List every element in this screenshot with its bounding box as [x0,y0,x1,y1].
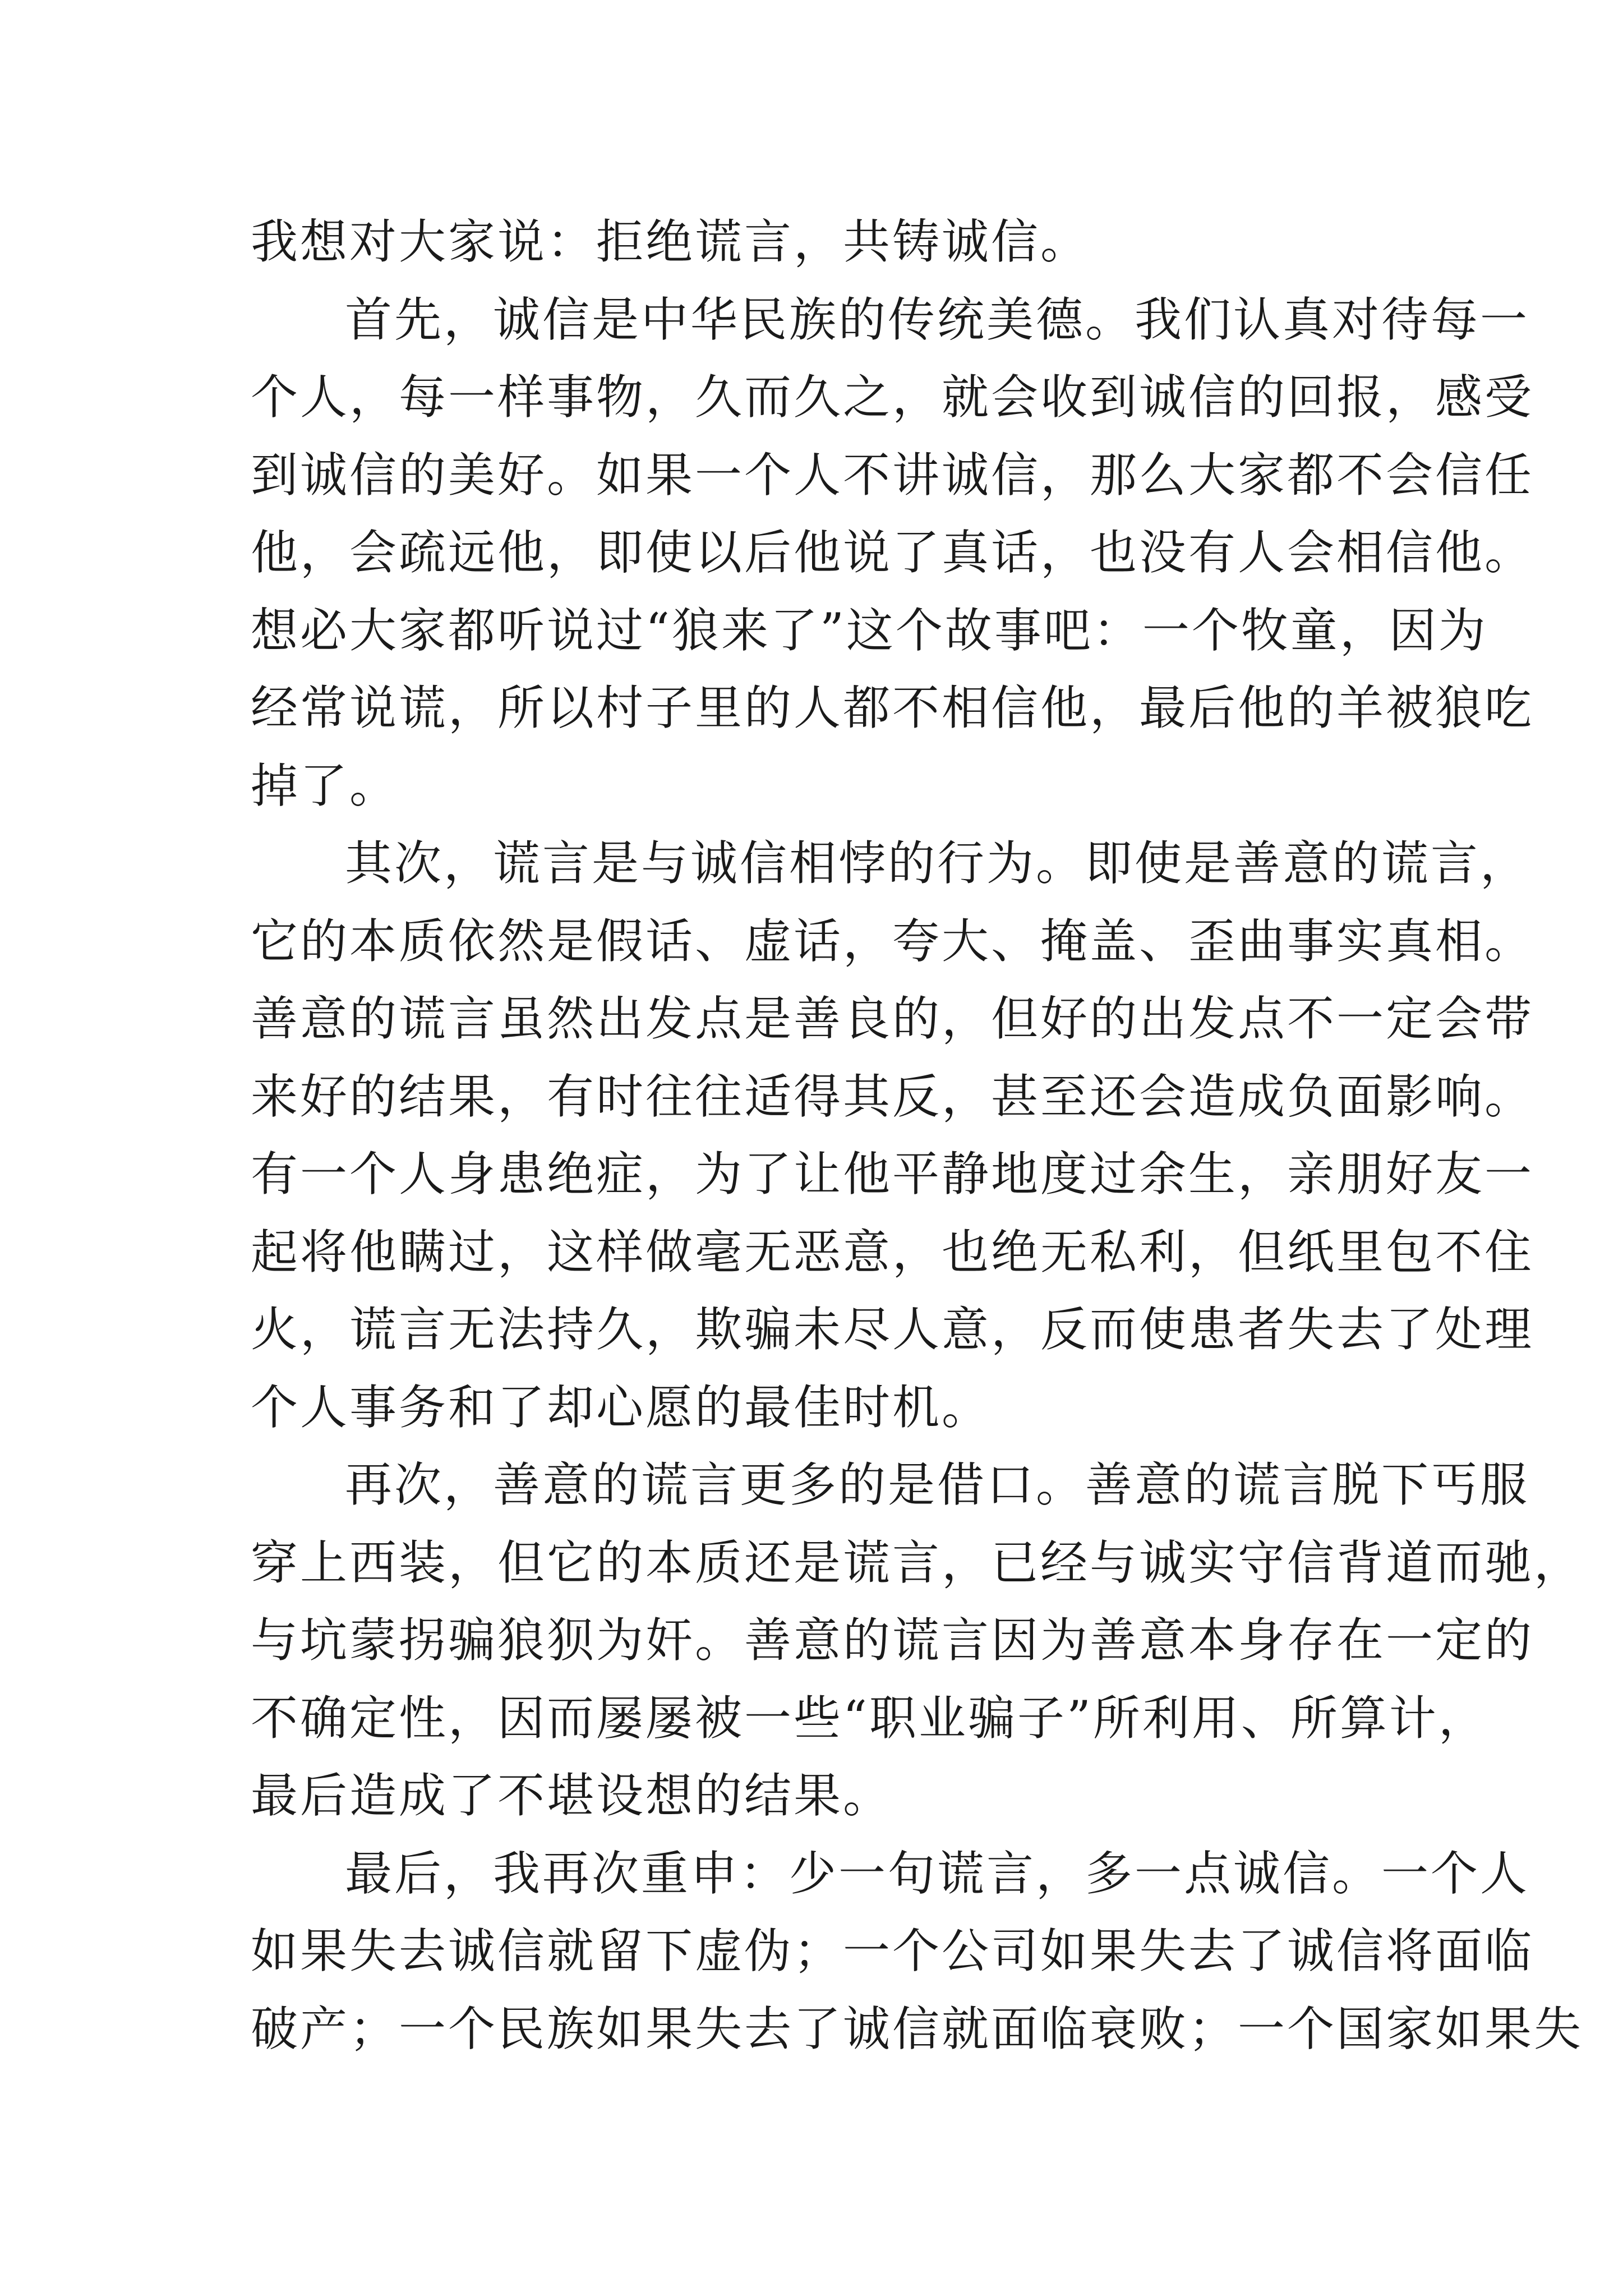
text-line: 善意的谎言虽然出发点是善良的，但好的出发点不一定会带 [251,991,1534,1046]
text-line: 经常说谎，所以村子里的人都不相信他，最后他的羊被狼吃 [251,680,1534,735]
text-line: 最后，我再次重申：少一句谎言，多一点诚信。一个人 [345,1846,1530,1901]
document-body [251,203,1584,2068]
text-line: 火，谎言无法持久，欺骗未尽人意，反而使患者失去了处理 [251,1302,1534,1357]
text-line: 首先，诚信是中华民族的传统美德。我们认真对待每一 [345,292,1530,347]
text-line: 它的本质依然是假话、虚话，夸大、掩盖、歪曲事实真相。 [251,913,1534,969]
text-line: 起将他瞒过，这样做毫无恶意，也绝无私利，但纸里包不住 [251,1224,1534,1280]
text-line: 破产；一个民族如果失去了诚信就面临衰败；一个国家如果失 [251,2001,1584,2056]
text-line: 最后造成了不堪设想的结果。 [251,1768,893,1823]
text-line: 我想对大家说：拒绝谎言，共铸诚信。 [251,214,1090,269]
text-line: 不确定性，因而屡屡被一些“职业骗子”所利用、所算计， [251,1690,1488,1746]
text-line: 如果失去诚信就留下虚伪；一个公司如果失去了诚信将面临 [251,1924,1534,1978]
text-line: 到诚信的美好。如果一个人不讲诚信，那么大家都不会信任 [251,447,1534,503]
text-line: 其次，谎言是与诚信相悖的行为。即使是善意的谎言， [345,836,1530,891]
text-line: 想必大家都听说过“狼来了”这个故事吧：一个牧童，因为 [251,602,1488,658]
text-line: 个人，每一样事物，久而久之，就会收到诚信的回报，感受 [251,370,1534,425]
text-line: 他，会疏远他，即使以后他说了真话，也没有人会相信他。 [251,525,1534,580]
text-line: 有一个人身患绝症，为了让他平静地度过余生，亲朋好友一 [251,1147,1534,1202]
text-line: 掉了。 [251,758,399,813]
text-line: 再次，善意的谎言更多的是借口。善意的谎言脱下丐服 [345,1457,1530,1512]
text-line: 与坑蒙拐骗狼狈为奸。善意的谎言因为善意本身存在一定的 [251,1613,1534,1668]
text-line: 穿上西装，但它的本质还是谎言，已经与诚实守信背道而驰， [251,1535,1584,1590]
text-line: 个人事务和了却心愿的最佳时机。 [251,1379,992,1435]
text-line: 来好的结果，有时往往适得其反，甚至还会造成负面影响。 [251,1069,1534,1124]
